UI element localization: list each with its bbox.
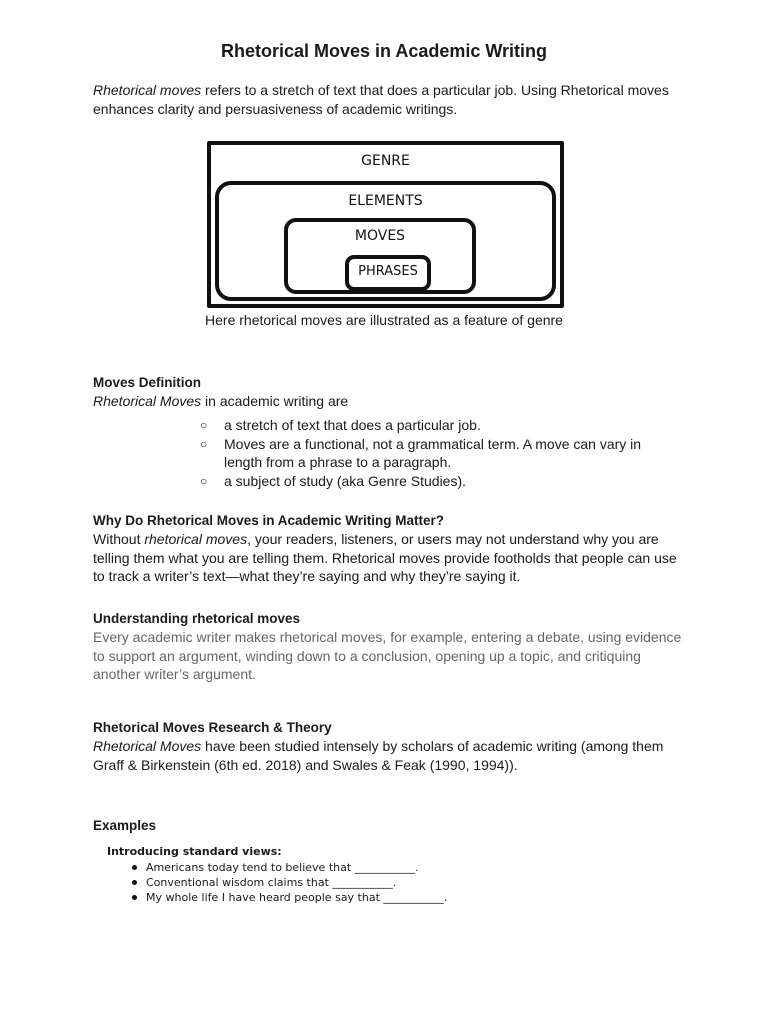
genre-diagram: [207, 141, 564, 308]
understanding-section: [93, 610, 683, 684]
diagram-caption: Here rhetorical moves are illustrated as a feature of genre: [205, 312, 563, 328]
elements-label: ELEMENTS: [348, 193, 423, 209]
hollow-bullet-icon: ○: [200, 436, 208, 451]
list-item: ○ Moves are a functional, not a grammatical term. A move can vary in length from a phrase to a paragraph.: [200, 435, 642, 470]
list-item: ○ a stretch of text that does a particular job.: [200, 417, 481, 433]
definition-section: [93, 374, 683, 411]
examples-subheading: Introducing standard views:: [107, 845, 282, 858]
genre-label: GENRE: [361, 153, 410, 169]
definition-text: in academic writing are: [201, 393, 349, 409]
bullet-icon: [132, 865, 137, 870]
why-section: [93, 512, 683, 586]
examples-heading: Examples: [93, 818, 157, 833]
phrases-box: [345, 255, 431, 291]
list-item: Conventional wisdom claims that ___________.: [132, 875, 447, 890]
intro-text: refers to a stretch of text that does a particular job. Using Rhetorical moves enhances clarity and persuasiveness of academic writings.: [93, 82, 669, 117]
intro-italic: Rhetorical moves: [93, 82, 202, 98]
list-item: ○ a subject of study (aka Genre Studies).: [200, 472, 467, 489]
definition-heading: Moves Definition: [93, 375, 202, 390]
definition-list: [200, 416, 660, 490]
research-section: [93, 719, 683, 774]
understanding-heading: Understanding rhetorical moves: [93, 611, 301, 626]
definition-italic: Rhetorical Moves: [93, 393, 202, 409]
intro-paragraph: [93, 81, 683, 118]
list-item: Americans today tend to believe that ___________.: [132, 860, 447, 875]
page-title: Rhetorical Moves in Academic Writing: [220, 41, 548, 61]
research-body: Rhetorical Moves have been studied intensely by scholars of academic writing (among them Graff & Birkenstein (6th ed. 2018) and Swales & Feak (1990, 1994)).: [93, 738, 664, 773]
moves-label: MOVES: [354, 228, 406, 244]
bullet-icon: [132, 880, 137, 885]
understanding-body: Every academic writer makes rhetorical moves, for example, entering a debate, using evidence to support an argument, winding down to a conclusion, opening up a topic, and critiquing another writer’s argument.: [93, 629, 682, 682]
definition-intro: [93, 392, 683, 411]
why-heading: Why Do Rhetorical Moves in Academic Writing Matter?: [93, 513, 445, 528]
hollow-bullet-icon: ○: [200, 418, 208, 432]
bullet-icon: [132, 895, 137, 900]
hollow-bullet-icon: ○: [200, 473, 208, 488]
phrases-label: PHRASES: [358, 264, 418, 279]
list-item: My whole life I have heard people say that ___________.: [132, 890, 447, 905]
research-heading: Rhetorical Moves Research & Theory: [93, 720, 332, 735]
why-body: Without rhetorical moves, your readers, listeners, or users may not understand why you are telling them what you are telling them. Rhetorical moves provide footholds that people can use to track a writer’s text—what they’re saying and why they’re saying it.: [93, 531, 677, 584]
examples-list: [132, 860, 447, 905]
